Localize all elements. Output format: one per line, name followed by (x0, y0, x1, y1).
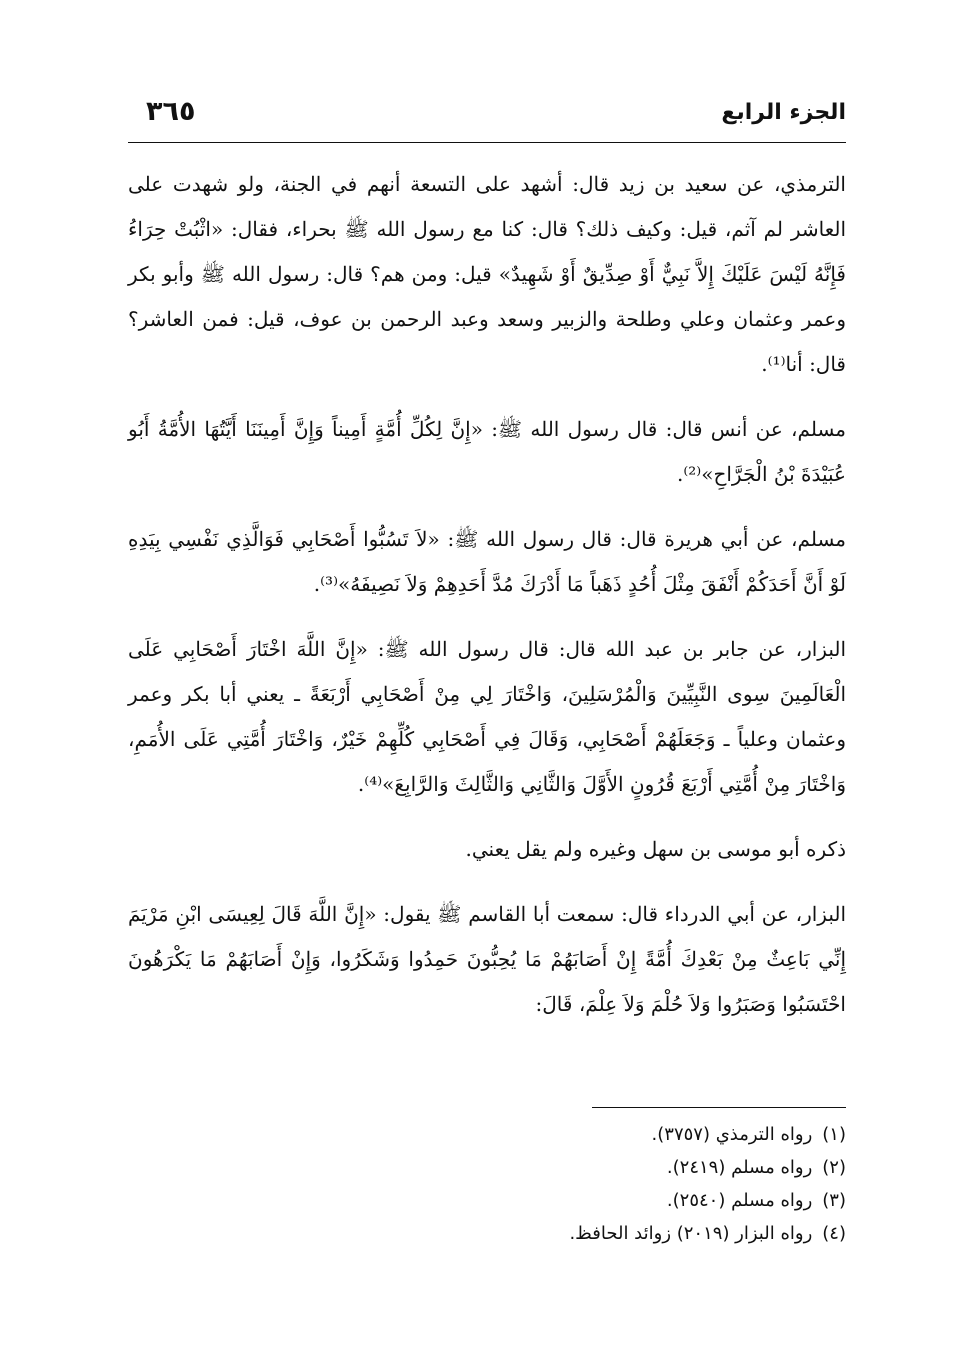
page-number: ٣٦٥ (146, 96, 196, 127)
paragraph-muslim-abu-hurayra: مسلم، عن أبي هريرة قال: قال رسول الله ﷺ: «لاَ تَسُبُّوا أَصْحَابِي فَوَالَّذِي نَفْسِي بِيَدِهِ لَوْ أَنَّ أَحَدَكُمْ أَنْفَقَ مِثْلَ أُحُدٍ ذَهَباً مَا أَدْرَكَ مُدَّ أَحَدِهِمْ وَلاَ نَصِيفَهُ»⁽³⁾. (128, 527, 846, 596)
footnote-text: رواه البزار (٢٠١٩) زوائد الحافظ. (569, 1223, 813, 1244)
footnote (128, 1118, 846, 1151)
footnotes (128, 1118, 846, 1250)
paragraph-bazzar-abu-darda: البزار، عن أبي الدرداء قال: سمعت أبا القاسم ﷺ يقول: «إِنَّ اللَّهَ قَالَ لِعِيسَى ابْنِ مَرْيَمَ إِنِّي بَاعِثٌ مِنْ بَعْدِكَ أُمَّةً إِنْ أَصَابَهُمْ مَا يُحِبُّونَ حَمِدُوا وَشَكَرُوا، وَإِنْ أَصَابَهُمْ مَا يَكْرَهُونَ احْتَسَبُوا وَصَبَرُوا وَلاَ حُلْمَ وَلاَ عِلْمَ، قَالَ: (128, 902, 847, 1016)
footnote (128, 1184, 846, 1217)
footnote-text: رواه الترمذي (٣٧٥٧). (651, 1124, 813, 1145)
main-text (128, 162, 846, 1047)
footnote-number: (٢) (822, 1157, 846, 1178)
footnote-number: (١) (822, 1124, 846, 1145)
footnote-text: رواه مسلم (٢٥٤٠). (666, 1190, 813, 1211)
footnote (128, 1217, 846, 1250)
footnote-separator (592, 1107, 846, 1108)
footnote-text: رواه مسلم (٢٤١٩). (666, 1157, 813, 1178)
running-title: الجزء الرابع (721, 100, 846, 125)
paragraph-muslim-anas: مسلم، عن أنس قال: قال رسول الله ﷺ: «إِنَّ لِكُلِّ أُمَّةٍ أَمِيناً وَإِنَّ أَمِينَنَا أَيَّتُهَا الأُمَّةُ أَبُو عُبَيْدَةَ بْنُ الْجَرَّاحِ»⁽²⁾. (128, 417, 846, 486)
page-header (128, 96, 846, 143)
footnote (128, 1151, 846, 1184)
paragraph-tirmidhi: الترمذي، عن سعيد بن زيد قال: أشهد على التسعة أنهم في الجنة، ولو شهدت على العاشر لم آثم، قيل: وكيف ذلك؟ قال: كنا مع رسول الله ﷺ بحراء، فقال: «اثْبُتْ حِرَاءُ فَإِنَّهُ لَيْسَ عَلَيْكَ إِلاَّ نَبِيٌّ أَوْ صِدِّيقٌ أَوْ شَهِيدٌ» قيل: ومن هم؟ قال: رسول الله ﷺ وأبو بكر وعمر وعثمان وعلي وطلحة والزبير وسعد وعبد الرحمن بن عوف، قيل: فمن العاشر؟ قال: أنا⁽¹⁾. (128, 172, 846, 376)
footnote-number: (٤) (822, 1223, 846, 1244)
paragraph-bazzar-jabir: البزار، عن جابر بن عبد الله قال: قال رسول الله ﷺ: «إِنَّ اللَّهَ اخْتَارَ أَصْحَابِي عَلَى الْعَالَمِينَ سِوى النَّبِيِّينَ وَالْمُرْسَلِينَ، وَاخْتَارَ لِي مِنْ أَصْحَابِي أَرْبَعَةً ـ يعني أبا بكر وعمر وعثمان وعلياً ـ وَجَعَلَهُمْ أَصْحَابِي، وَقَالَ فِي أَصْحَابِي كُلِّهِمْ خَيْرٌ، وَاخْتَارَ أُمَّتِي عَلَى الأُمَمِ، وَاخْتَارَ مِنْ أُمَّتِي أَرْبَعَ قُرُونٍ الأَوَّلَ وَالثَّانِي وَالثَّالِثَ وَالرَّابِعَ»⁽⁴⁾. (128, 637, 846, 796)
footnote-number: (٣) (822, 1190, 846, 1211)
paragraph-note: ذكره أبو موسى بن سهل وغيره ولم يقل يعني. (465, 837, 846, 861)
